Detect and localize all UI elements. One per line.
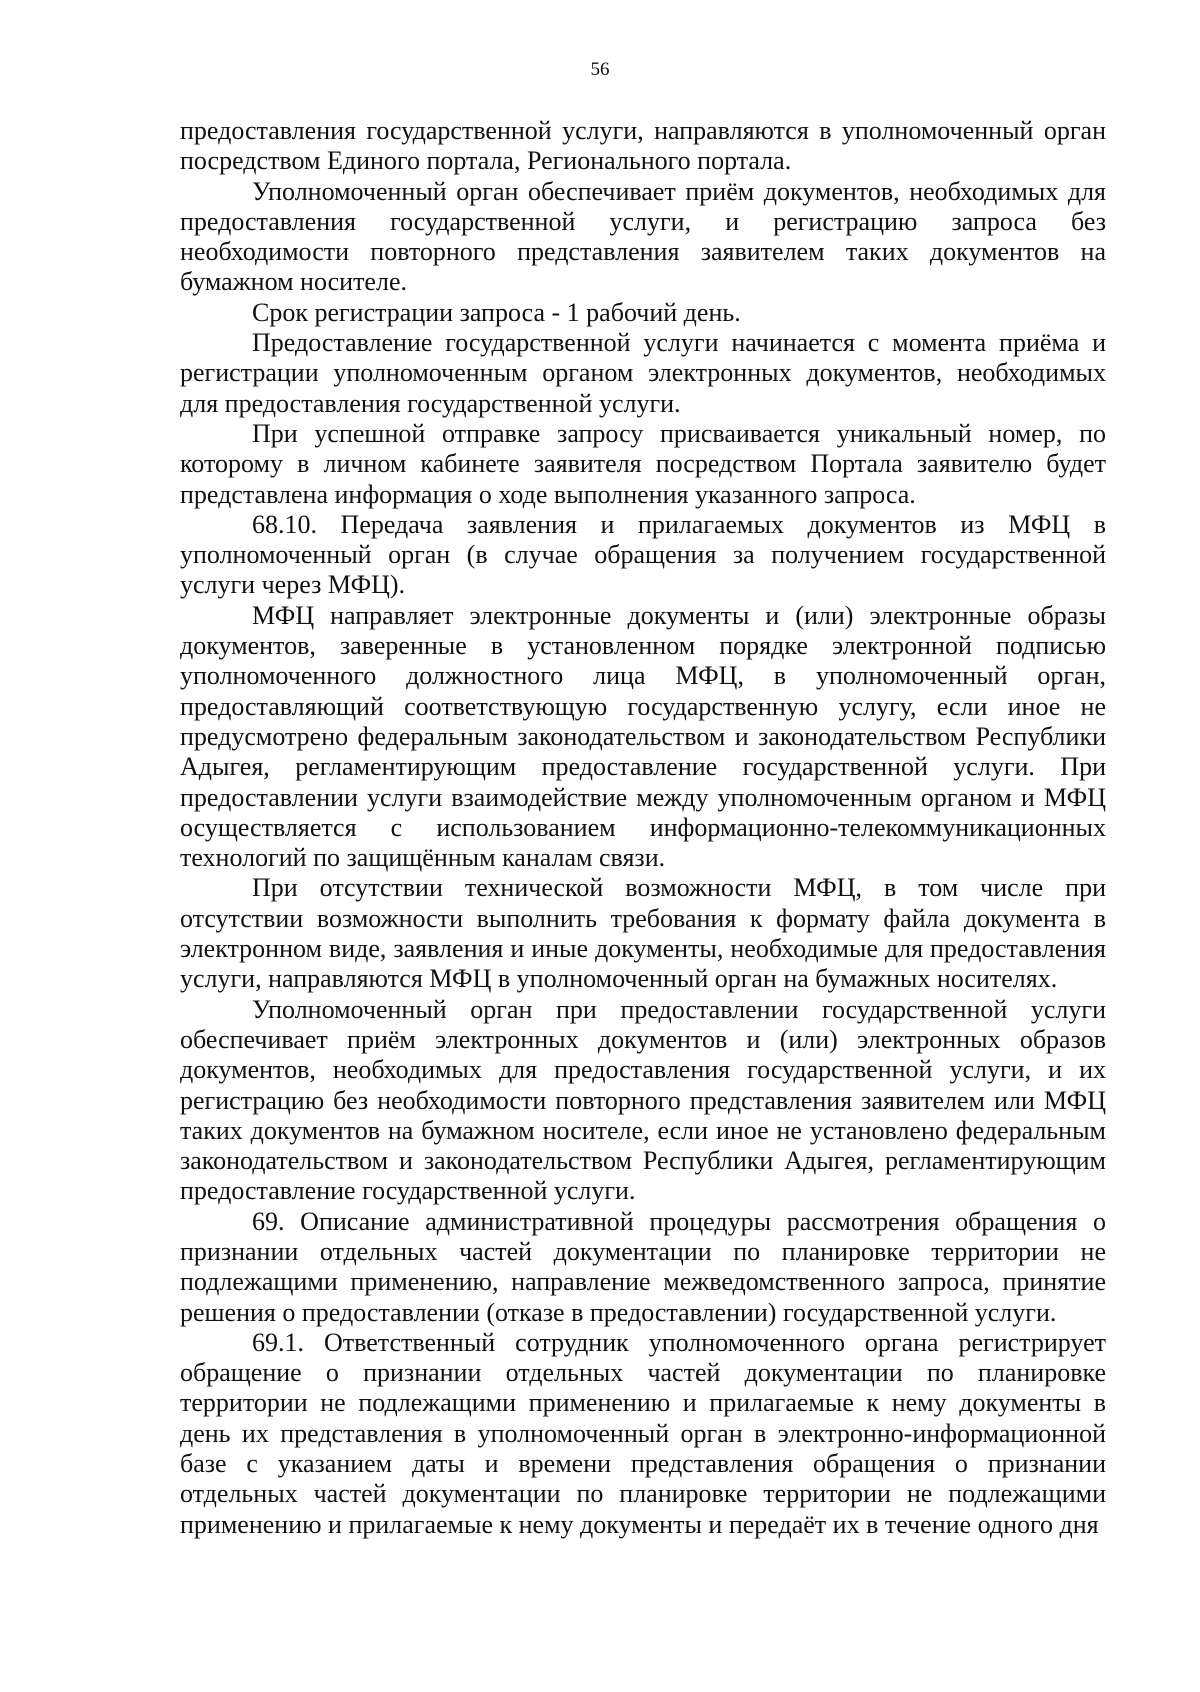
page-number: 56 xyxy=(590,59,610,80)
paragraph: Уполномоченный орган обеспечивает приём документов, необходимых для предоставления государственной услуги, и регистрацию запроса без необходимости повторного представления заявителем таких документов на бумажном носителе. xyxy=(180,176,1106,297)
paragraph: Уполномоченный орган при предоставлении государственной услуги обеспечивает приём электронных документов и (или) электронных образов документов, необходимых для предоставления государственной услуги, и их регистрацию без необходимости повторного представления заявителем или МФЦ таких документов на бумажном носителе, если иное не установлено федеральным законодательством и законодательством Республики Адыгея, регламентирующим предоставление государственной услуги. xyxy=(180,994,1106,1206)
paragraph: предоставления государственной услуги, направляются в уполномоченный орган посредством Единого портала, Регионального портала. xyxy=(180,116,1106,176)
paragraph: При отсутствии технической возможности МФЦ, в том числе при отсутствии возможности выполнить требования к формату файла документа в электронном виде, заявления и иные документы, необходимые для предоставления услуги, направляются МФЦ в уполномоченный орган на бумажных носителях. xyxy=(180,873,1106,994)
paragraph: 68.10. Передача заявления и прилагаемых документов из МФЦ в уполномоченный орган (в случае обращения за получением государственной услуги через МФЦ). xyxy=(180,509,1106,600)
paragraph: МФЦ направляет электронные документы и (или) электронные образы документов, заверенные в установленном порядке электронной подписью уполномоченного должностного лица МФЦ, в уполномоченный орган, предоставляющий соответствующую государственную услугу, если иное не предусмотрено федеральным законодательством и законодательством Республики Адыгея, регламентирующим предоставление государственной услуги. При предоставлении услуги взаимодействие между уполномоченным органом и МФЦ осуществляется с использованием информационно-телекоммуникационных технологий по защищённым каналам связи. xyxy=(180,600,1106,873)
document-body xyxy=(180,116,1106,1540)
paragraph: Срок регистрации запроса - 1 рабочий день. xyxy=(252,297,741,327)
paragraph: Предоставление государственной услуги начинается с момента приёма и регистрации уполномоченным органом электронных документов, необходимых для предоставления государственной услуги. xyxy=(180,328,1106,418)
paragraph: 69. Описание административной процедуры рассмотрения обращения о признании отдельных частей документации по планировке территории не подлежащими применению, направление межведомственного запроса, принятие решения о предоставлении (отказе в предоставлении) государственной услуги. xyxy=(180,1206,1106,1327)
paragraph: При успешной отправке запросу присваивается уникальный номер, по которому в личном кабинете заявителя посредством Портала заявителю будет представлена информация о ходе выполнения указанного запроса. xyxy=(180,418,1106,509)
paragraph: 69.1. Ответственный сотрудник уполномоченного органа регистрирует обращение о признании отдельных частей документации по планировке территории не подлежащими применению и прилагаемые к нему документы в день их представления в уполномоченный орган в электронно-информационной базе с указанием даты и времени представления обращения о признании отдельных частей документации по планировке территории не подлежащими применению и прилагаемые к нему документы и передаёт их в течение одного дня xyxy=(180,1327,1106,1539)
